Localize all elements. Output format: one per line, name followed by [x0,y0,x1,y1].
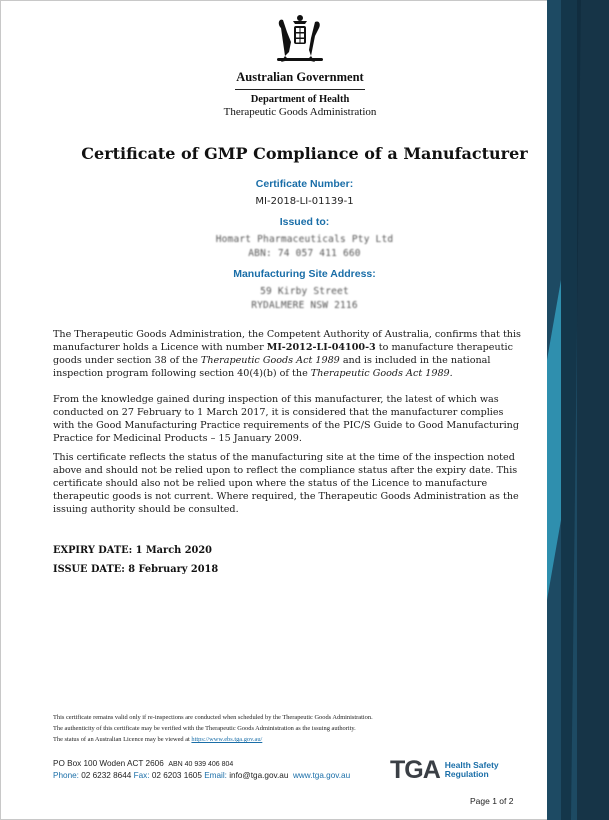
email-label: Email: [204,771,227,780]
decorative-side-stripe [547,0,609,820]
contact-abn: ABN 40 939 406 804 [168,761,234,768]
act-reference-1: Therapeutic Goods Act 1989 [200,355,340,366]
paragraph-licence [53,328,523,380]
footnote-licence-text: The status of an Australian Licence may be viewed at [53,736,192,743]
phone-label: Phone: [53,771,79,780]
certificate-number-section [0,178,609,207]
issued-to-section [0,216,609,259]
paragraph-status [53,451,523,516]
paragraph-licence-text-2: to manufacture therapeutic goods under section 38 of the [53,342,513,366]
paragraph-status-text: This certificate reflects the status of the manufacturing site at the time of the inspection noted above and should not be relied upon to reflect the compliance status after the expiry date. This certificate should also not be relied upon where the status of the Licence to manufacture therapeutic goods is not current. Where required, the Therapeutic Goods Administration as the issuing authority should be consulted. [53,452,519,515]
footnote-validity: This certificate remains valid only if re-inspections are conducted when scheduled by the Therapeutic Goods Administration. [53,714,373,721]
tga-tagline-line-1: Health Safety [444,759,499,770]
phone-number: 02 6232 8644 [81,771,132,780]
email-address[interactable]: info@tga.gov.au [229,771,289,780]
certificate-number-value: MI-2018-LI-01139-1 [255,196,354,207]
agency-name: Therapeutic Goods Administration [223,106,377,118]
issued-to-name: Homart Pharmaceuticals Pty Ltd [215,234,394,245]
issue-date: ISSUE DATE: 8 February 2018 [53,564,219,575]
tga-logo-word: TGA [390,756,440,784]
page-number: Page 1 of 2 [470,796,514,806]
tga-logo-tagline [445,761,499,780]
licence-number: MI-2012-LI-04100-3 [266,342,376,353]
department-name: Department of Health [250,94,350,105]
paragraph-inspection-text: From the knowledge gained during inspection of this manufacturer, the latest of which was conducted on 27 February to 1 March 2017, it is considered that the manufacturer complies with the Good Manufacturing Practice requirements of the PIC/S Guide to Good Manufacturing Practice for Medicinal Products – 15 January 2009. [53,394,519,444]
government-name: Australian Government [235,70,365,90]
issued-to-label: Issued to: [279,216,330,228]
ebs-link[interactable]: https://www.ebs.tga.gov.au/ [191,736,263,743]
tga-tagline-line-2: Regulation [444,769,489,779]
footnotes [53,712,523,745]
coat-of-arms-icon [271,12,329,66]
page-title: Certificate of GMP Compliance of a Manufacturer [81,144,528,163]
issued-to-abn: ABN: 74 057 411 660 [248,248,361,259]
paragraph-licence-text-3: and is included in the national inspection program following section 40(4)(b) of the [53,355,491,379]
expiry-date: EXPIRY DATE: 1 March 2020 [53,545,212,556]
postal-address: PO Box 100 Woden ACT 2606 [53,759,164,768]
fax-number: 02 6203 1605 [151,771,202,780]
act-reference-2: Therapeutic Goods Act 1989. [310,368,453,379]
dates-section [53,545,218,583]
contact-details [53,758,350,781]
certificate-number-label: Certificate Number: [255,178,354,190]
site-suburb: RYDALMERE NSW 2116 [251,300,358,311]
site-address-section [0,268,609,311]
paragraph-licence-text-1: The Therapeutic Goods Administration, the Competent Authority of Australia, confirms that this manufacturer holds a Licence with number [53,329,521,353]
fax-label: Fax: [133,771,150,780]
footnote-authenticity: The authenticity of this certificate may be verified with the Therapeutic Goods Administration as the issuing authority. [53,725,356,732]
paragraph-inspection [53,393,523,445]
header [180,12,420,118]
site-address-label: Manufacturing Site Address: [233,268,376,280]
tga-logo [390,755,499,785]
footnote-licence-status [53,734,523,745]
site-street: 59 Kirby Street [260,286,349,297]
website-link[interactable]: www.tga.gov.au [292,771,351,780]
